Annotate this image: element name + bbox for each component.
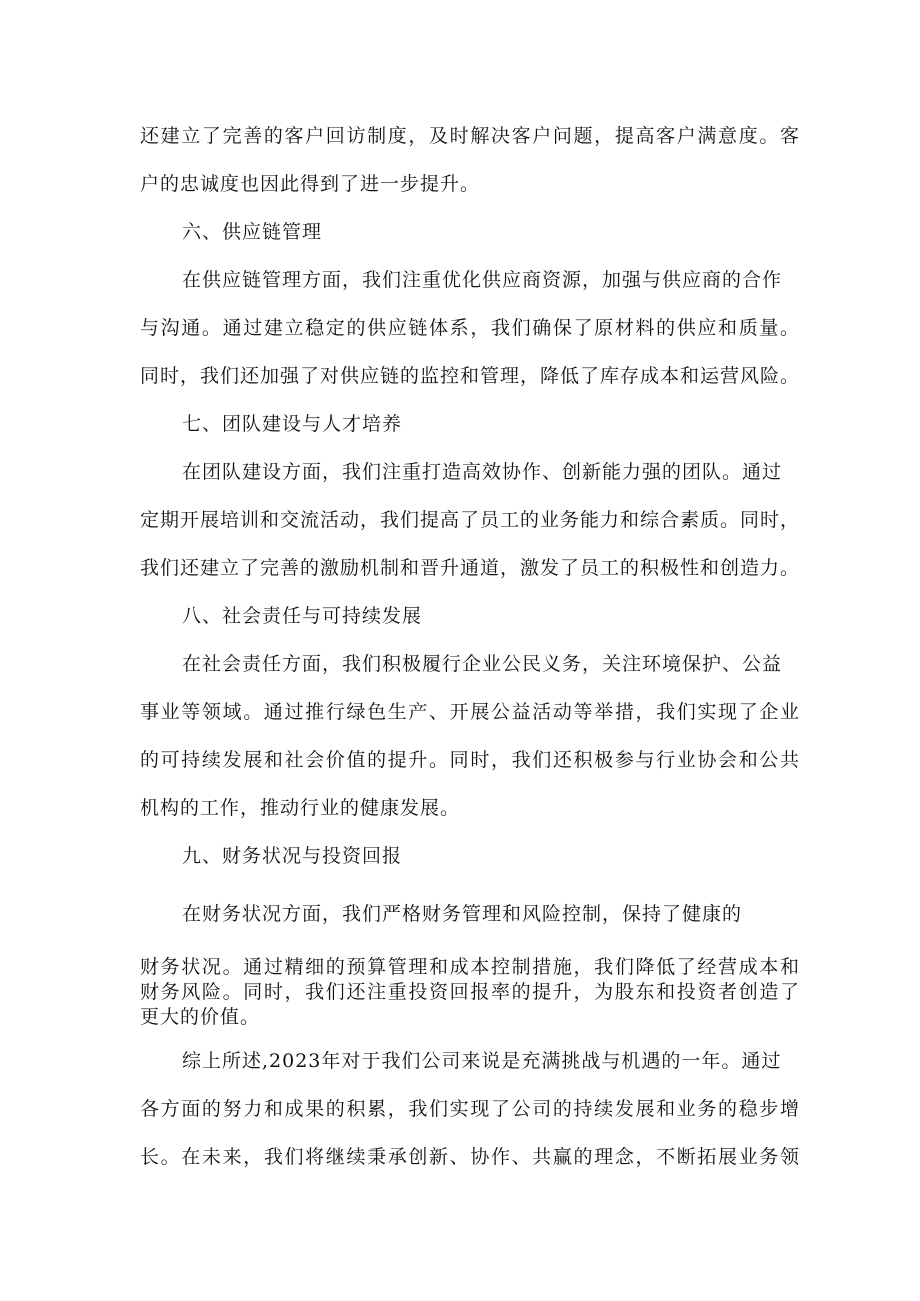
paragraph-line: 更大的价值。 <box>140 1006 261 1028</box>
section-heading-social-responsibility: 八、社会责任与可持续发展 <box>182 605 423 627</box>
paragraph-line: 我们还建立了完善的激励机制和晋升通道，激发了员工的积极性和创造力。 <box>140 557 801 579</box>
paragraph-line: 长。在未来，我们将继续秉承创新、协作、共赢的理念，不断拓展业务领 <box>140 1146 800 1168</box>
paragraph-line: 在供应链管理方面，我们注重优化供应商资源，加强与供应商的合作 <box>182 269 783 291</box>
section-heading-finance: 九、财务状况与投资回报 <box>182 845 403 867</box>
paragraph-line: 与沟通。通过建立稳定的供应链体系，我们确保了原材料的供应和质量。 <box>140 317 800 339</box>
section-heading-team-building: 七、团队建设与人才培养 <box>182 413 403 435</box>
paragraph-line: 财务状况。通过精细的预算管理和成本控制措施，我们降低了经营成本和 <box>140 956 800 978</box>
paragraph-line: 户的忠诚度也因此得到了进一步提升。 <box>140 173 481 195</box>
paragraph-line: 各方面的努力和成果的积累，我们实现了公司的持续发展和业务的稳步增 <box>140 1098 800 1120</box>
paragraph-line: 在财务状况方面，我们严格财务管理和风险控制，保持了健康的 <box>182 903 743 925</box>
paragraph-line: 事业等领域。通过推行绿色生产、开展公益活动等举措，我们实现了企业 <box>140 701 800 723</box>
paragraph-line: 定期开展培训和交流活动，我们提高了员工的业务能力和综合素质。同时， <box>140 509 801 531</box>
paragraph-line: 机构的工作，推动行业的健康发展。 <box>140 797 461 819</box>
section-heading-supply-chain: 六、供应链管理 <box>182 221 323 243</box>
paragraph-line: 在社会责任方面，我们积极履行企业公民义务，关注环境保护、公益 <box>182 653 783 675</box>
paragraph-line: 财务风险。同时，我们还注重投资回报率的提升，为股东和投资者创造了 <box>140 981 800 1003</box>
paragraph-line: 还建立了完善的客户回访制度，及时解决客户问题，提高客户满意度。客 <box>140 125 800 147</box>
paragraph-line: 在团队建设方面，我们注重打造高效协作、创新能力强的团队。通过 <box>182 461 783 483</box>
paragraph-line: 的可持续发展和社会价值的提升。同时，我们还积极参与行业协会和公共 <box>140 749 800 771</box>
paragraph-line: 同时，我们还加强了对供应链的监控和管理，降低了库存成本和运营风险。 <box>140 365 801 387</box>
paragraph-line: 综上所述,2023年对于我们公司来说是充满挑战与机遇的一年。通过 <box>182 1050 782 1072</box>
